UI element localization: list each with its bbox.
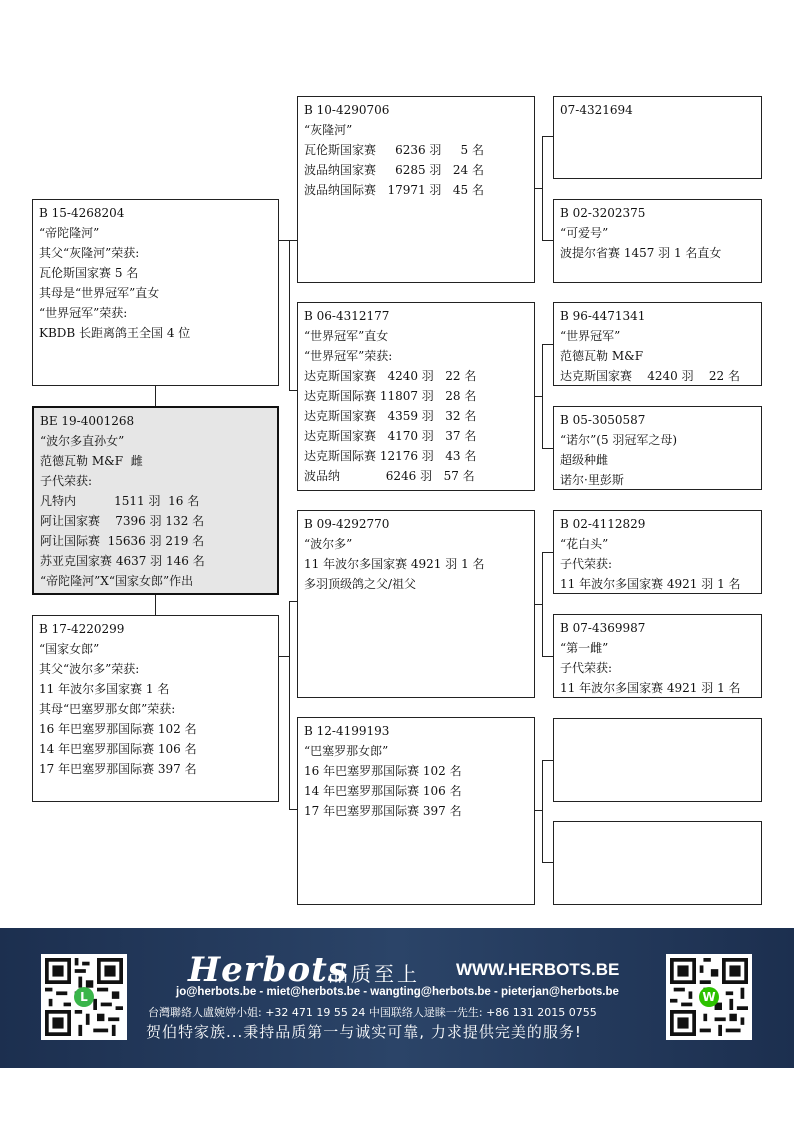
connector [542,656,553,657]
sd-sire-card [553,302,762,386]
connector [534,396,542,397]
pedigree-line: 范德瓦勒 M&F 雌 [40,454,143,468]
connector [289,240,290,390]
pedigree-line: 阿让国际赛 15636 羽 219 名 [40,534,205,548]
email-links[interactable]: jo@herbots.be - miet@herbots.be - wangting@herbots.be - pieterjan@herbots.be [176,986,619,998]
pedigree-line: 达克斯国际赛 12176 羽 43 名 [304,449,477,463]
ring-number: B 07-4369987 [560,621,646,635]
pedigree-line: “波尔多” [304,537,353,551]
sire-sire-card [297,96,535,283]
connector [542,760,543,862]
pedigree-line: 范德瓦勒 M&F [560,349,644,363]
ring-number: B 12-4199193 [304,724,390,738]
pedigree-line: “帝陀隆河” [39,226,100,240]
sire-card [32,199,279,386]
connector [155,385,156,407]
pedigree-line: 多羽顶级鸽之父/祖父 [304,577,417,591]
pedigree-line: 瓦伦斯国家赛 5 名 [39,266,139,280]
dd-dam-card [553,821,762,905]
pedigree-line: “世界冠军”荣获: [39,306,128,320]
ring-number: B 15-4268204 [39,206,125,220]
line-icon: L [74,987,94,1007]
pedigree-line: 17 年巴塞罗那国际赛 397 名 [304,804,462,818]
pedigree-line: “诺尔”(5 羽冠军之母) [560,433,678,447]
pedigree-line: 超级种雌 [560,453,609,467]
pedigree-line: “花白头” [560,537,609,551]
ring-number: B 02-3202375 [560,206,646,220]
wechat-icon: W [699,987,719,1007]
qr-code-wechat[interactable] [666,954,752,1040]
ring-number: B 05-3050587 [560,413,646,427]
pedigree-line: 诺尔·里彭斯 [560,473,624,487]
pedigree-line: 子代荣获: [560,557,613,571]
pedigree-line: “世界冠军”荣获: [304,349,393,363]
ring-number: BE 19-4001268 [40,414,135,428]
pedigree-line: 11 年波尔多国家赛 4921 羽 1 名 [560,577,741,591]
connector [542,552,543,656]
connector [542,552,553,553]
connector [542,136,553,137]
connector [155,594,156,616]
dam-dam-card [297,717,535,905]
connector [534,188,542,189]
pedigree-line: 达克斯国际赛 11807 羽 28 名 [304,389,477,403]
connector [289,809,297,810]
connector [542,344,553,345]
ds-sire-card [553,510,762,594]
brand-slogan: 品质至上 [328,962,420,986]
ring-number: B 02-4112829 [560,517,646,531]
ring-number: B 96-4471341 [560,309,646,323]
dam-card [32,615,279,802]
qr-code-line[interactable] [41,954,127,1040]
connector [289,390,297,391]
pedigree-line: 达克斯国家赛 4240 羽 22 名 [560,369,740,383]
ss-dam-card [553,199,762,283]
pedigree-line: 其母是“世界冠军”直女 [39,286,160,300]
website-link[interactable]: WWW.HERBOTS.BE [456,960,620,979]
pedigree-line: 子代荣获: [560,661,613,675]
pedigree-line: “帝陀隆河”X“国家女郎”作出 [40,574,194,588]
connector [278,656,289,657]
pedigree-line: 阿让国家赛 7396 羽 132 名 [40,514,205,528]
pedigree-line: 凡特内 1511 羽 16 名 [40,494,200,508]
ds-dam-card [553,614,762,698]
ss-sire-card [553,96,762,179]
pedigree-line: “世界冠军”直女 [304,329,389,343]
connector [289,601,297,602]
pedigree-line: 其父“波尔多”荣获: [39,662,140,676]
dd-sire-card [553,718,762,802]
ring-number: B 17-4220299 [39,622,125,636]
pedigree-line: 14 年巴塞罗那国际赛 106 名 [39,742,197,756]
connector [278,240,297,241]
pedigree-line: 达克斯国家赛 4359 羽 32 名 [304,409,477,423]
pedigree-line: 16 年巴塞罗那国际赛 102 名 [39,722,197,736]
pedigree-line: 其母“巴塞罗那女郎”荣获: [39,702,176,716]
pedigree-line: “灰隆河” [304,123,353,137]
pedigree-line: 17 年巴塞罗那国际赛 397 名 [39,762,197,776]
pedigree-line: 14 年巴塞罗那国际赛 106 名 [304,784,462,798]
sd-dam-card [553,406,762,490]
connector [542,344,543,448]
connector [542,448,553,449]
pedigree-line: 波提尔省赛 1457 羽 1 名直女 [560,246,722,260]
ring-number: B 10-4290706 [304,103,390,117]
connector [534,810,542,811]
pedigree-line: “可爱号” [560,226,609,240]
pedigree-line: KBDB 长距离鸽王全国 4 位 [39,326,191,340]
pedigree-line: 11 年波尔多国家赛 4921 羽 1 名 [304,557,485,571]
pedigree-line: 11 年波尔多国家赛 1 名 [39,682,170,696]
pedigree-line: 子代荣获: [40,474,93,488]
dam-sire-card [297,510,535,698]
subject-pigeon-card [32,406,279,595]
pedigree-line: “波尔多直孙女” [40,434,125,448]
pedigree-line: “第一雌” [560,641,609,655]
connector [542,760,553,761]
ring-number: B 06-4312177 [304,309,390,323]
footer-banner [0,928,794,1068]
connector [542,862,553,863]
connector [289,601,290,809]
sire-dam-card [297,302,535,491]
pedigree-line: 波品纳国际赛 17971 羽 45 名 [304,183,484,197]
pedigree-line: 苏亚克国家赛 4637 羽 146 名 [40,554,205,568]
pedigree-line: “世界冠军” [560,329,621,343]
pedigree-line: 波品纳国家赛 6285 羽 24 名 [304,163,484,177]
ring-number: 07-4321694 [560,103,633,117]
connector [542,136,543,240]
connector [542,240,553,241]
ring-number: B 09-4292770 [304,517,390,531]
pedigree-line: “国家女郎” [39,642,100,656]
pedigree-line: 达克斯国家赛 4240 羽 22 名 [304,369,477,383]
herbots-logo: Herbots [188,950,348,990]
contact-info: 台灣聯絡人盧婉婷小姐: +32 471 19 55 24 中国联络人逯睐一先生: +86 131 2015 0755 [148,1006,597,1019]
pedigree-line: 瓦伦斯国家赛 6236 羽 5 名 [304,143,484,157]
pedigree-line: 11 年波尔多国家赛 4921 羽 1 名 [560,681,741,695]
company-motto: 贺伯特家族...秉持品质第一与诚实可靠, 力求提供完美的服务! [146,1023,582,1041]
pedigree-line: 波品纳 6246 羽 57 名 [304,469,475,483]
pedigree-line: 其父“灰隆河”荣获: [39,246,140,260]
pedigree-line: 16 年巴塞罗那国际赛 102 名 [304,764,462,778]
pedigree-line: “巴塞罗那女郎” [304,744,389,758]
connector [534,604,542,605]
pedigree-line: 达克斯国家赛 4170 羽 37 名 [304,429,477,443]
